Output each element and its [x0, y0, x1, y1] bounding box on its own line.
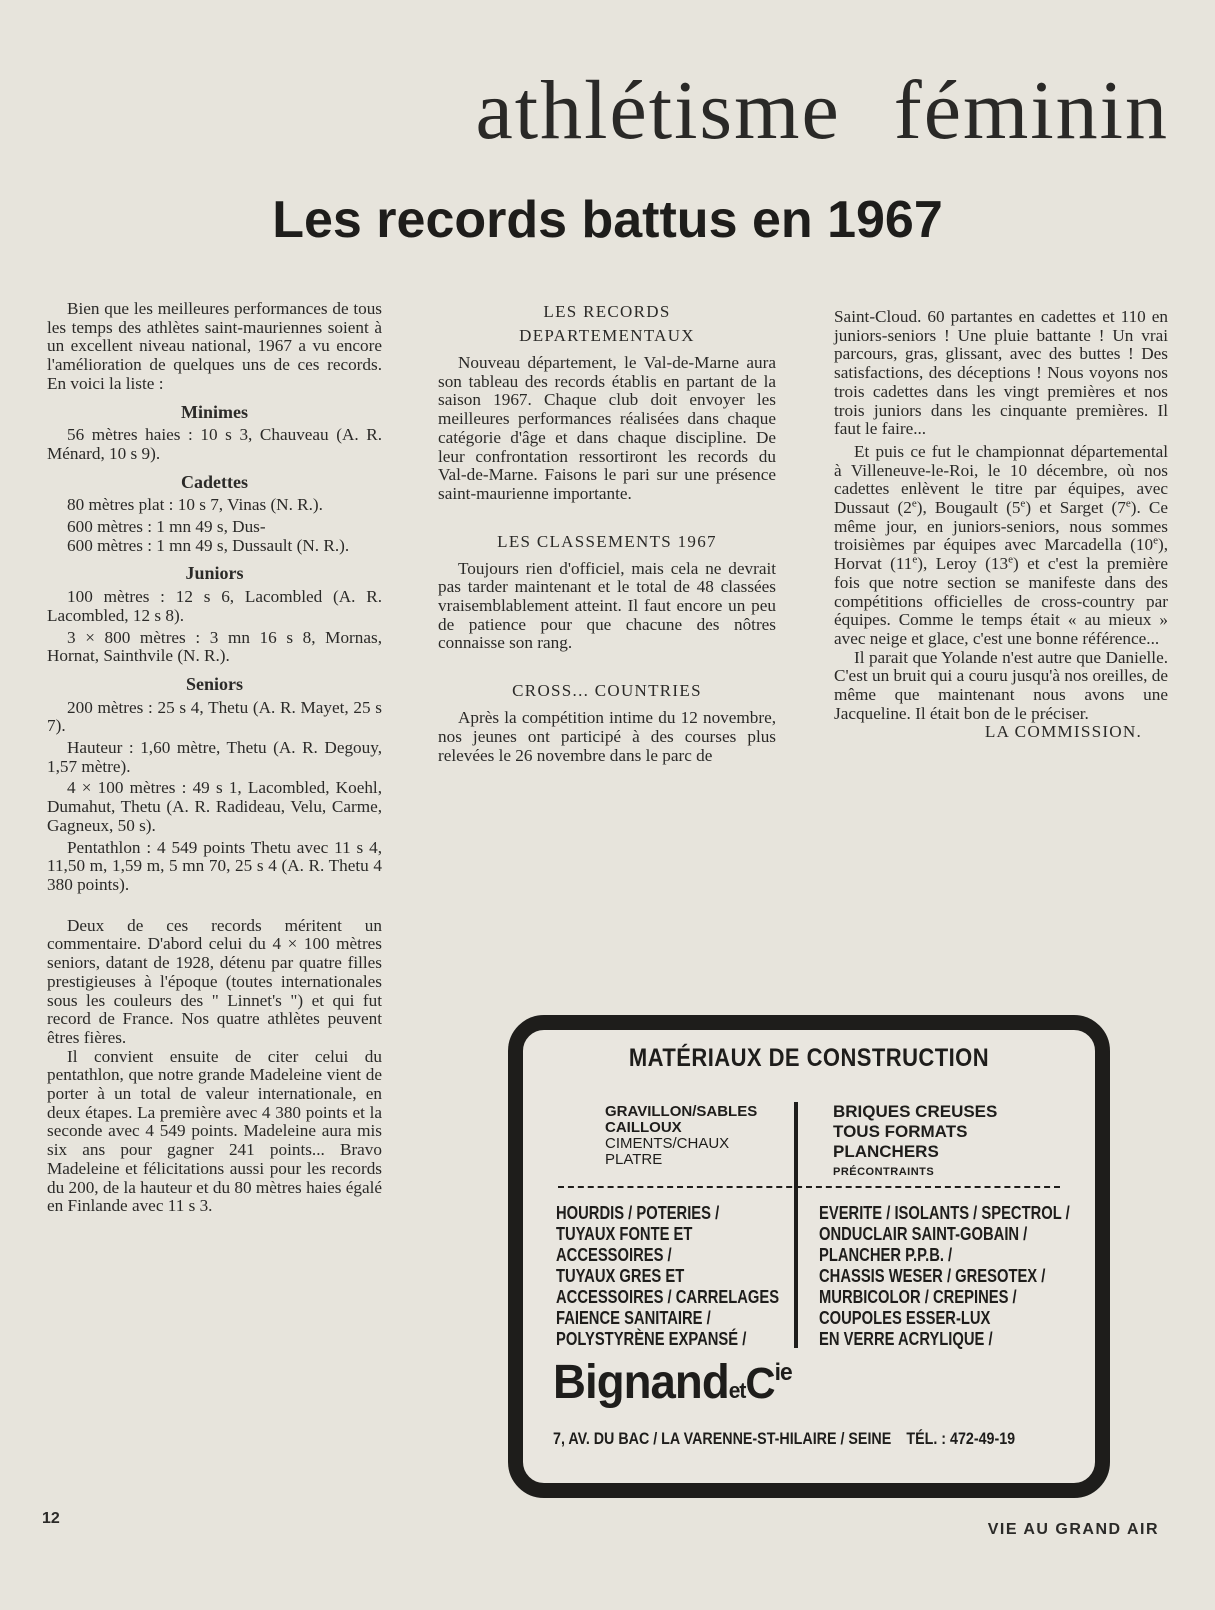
record-line: 4 × 100 mètres : 49 s 1, Lacombled, Koehl, Dumahut, Thetu (A. R. Radideau, Velu, Carme, Gagneux, 50 s).: [47, 778, 382, 835]
brand-logo: BignandetC$^{ie}$: [553, 1356, 792, 1409]
classements-heading: LES CLASSEMENTS 1967: [497, 531, 717, 551]
record-line: 100 mètres : 12 s 6, Lacombled (A. R. Lacombled, 12 s 8).: [47, 587, 382, 625]
ad-address: 7, AV. DU BAC / LA VARENNE-ST-HILAIRE / SEINE TÉL. : 472-49-19: [553, 1429, 1016, 1448]
minimes-heading: Minimes: [181, 401, 248, 422]
classements-paragraph: Toujours rien d'officiel, mais cela ne devrait pas tarder maintenant et le total de 48 classées vraisemblablement atteint. Il faut encore un peu de patience pour que chacune des nôtres connaisse son rang.: [438, 558, 776, 653]
rumour-paragraph: Il parait que Yolande n'est autre que Danielle. C'est un bruit qui a couru jusqu'à nos oreilles, de même que maintenant nous avons une Jacqueline. Il était bon de le préciser.: [834, 647, 1168, 723]
page-number: 12: [42, 1510, 60, 1527]
record-line: 600 mètres : 1 mn 49 s, Dus-: [67, 517, 266, 537]
record-line: Pentathlon : 4 549 points Thetu avec 11 s 4, 11,50 m, 1,59 m, 5 mn 70, 25 s 4 (A. R. Thetu 4 380 points).: [47, 837, 382, 894]
championnat-paragraph: Et puis ce fut le championnat départemental à Villeneuve-le-Roi, le 10 décembre, où nos cadettes enlèvent le titre par équipes, avec Dussaut (2e), Bougault (5e) et Sarget (7e). Ce même jour, en juniors-seniors, nous sommes troisièmes par équipes avec Marcadella (10e), Horvat (11e), Leroy (13e) et c'est la première fois que notre section se manifeste dans des compétitions officielles de cross-country par équipes. Comme le temps était « au mieux » avec neige et glace, c'est une bonne référence...: [834, 441, 1168, 648]
juniors-heading: Juniors: [185, 563, 244, 584]
seniors-heading: Seniors: [185, 673, 243, 694]
signature: LA COMMISSION.: [984, 722, 1142, 742]
cross-paragraph: Après la compétition intime du 12 novembre, nos jeunes ont participé à des courses plus relevées le 26 novembre dans le parc de: [438, 708, 776, 765]
article-headline: Les records battus en 1967: [272, 191, 943, 249]
ad-products-right: EVERITE / ISOLANTS / SPECTROL / ONDUCLAIR SAINT-GOBAIN / PLANCHER P.P.B. / CHASSIS WESER / GRESOTEX / MURBICOLOR / CREPINES / COUPOLES ESSER-LUX EN VERRE ACRYLIQUE /: [819, 1203, 1070, 1349]
record-line: 200 mètres : 25 s 4, Thetu (A. R. Mayet, 25 s 7).: [47, 697, 382, 736]
section-title: athlétisme féminin: [475, 64, 1169, 157]
article-column-2: [438, 300, 776, 765]
records-paragraph: Nouveau département, le Val-de-Marne aura son tableau des records établis en partant de la saison 1967. Chaque club doit envoyer les meilleures performances réalisées dans chaque catégorie d'âge et dans chaque discipline. De leur confrontation ressortiront les records du Val-de-Marne. Faisons le pari sur une présence saint-maurienne importante.: [438, 353, 776, 503]
ad-phone: TÉL. : 472-49-19: [906, 1429, 1016, 1448]
record-line: 3 × 800 mètres : 3 mn 16 s 8, Mornas, Hornat, Sainthvile (N. R.).: [47, 627, 382, 666]
intro-paragraph: Bien que les meilleures performances de tous les temps des athlètes saint-mauriennes soient à un excellent niveau national, 1967 a vu encore l'amélioration de quelques uns de ces records. En voici la liste :: [47, 299, 382, 393]
ad-title: MATÉRIAUX DE CONSTRUCTION: [628, 1044, 990, 1072]
comment-paragraph: Deux de ces records méritent un commentaire. D'abord celui du 4 × 100 mètres seniors, datant de 1928, détenu par quatre filles prestigieuses à l'époque (toutes internationales sous les couleurs des " Linnet's ") et qui fut record de France. Nos quatre athlètes peuvent êtres fières.: [47, 915, 382, 1047]
ad-products-left: HOURDIS / POTERIES / TUYAUX FONTE ET ACCESSOIRES / TUYAUX GRES ET ACCESSOIRES / CARRELAGES FAIENCE SANITAIRE / POLYSTYRÈNE EXPANSÉ /: [556, 1203, 780, 1349]
magazine-name: VIE AU GRAND AIR: [987, 1521, 1159, 1538]
cross-countries-heading: CROSS... COUNTRIES: [512, 681, 702, 701]
ad-materials-list: GRAVILLON/SABLES CAILLOUX CIMENTS/CHAUX PLATRE: [605, 1103, 758, 1168]
article-column-3: [834, 308, 1168, 742]
ad-divider-vertical: [794, 1102, 798, 1348]
cross-continued-paragraph: Saint-Cloud. 60 partantes en cadettes et 110 en juniors-seniors ! Une pluie battante ! Un vrai parcours, gras, glissant, avec des buttes ! Des satisfactions, des déceptions ! Nous voyons nos trois cadettes dans les vingt premières et nos trois juniors dans les cinquante premières. Il faut le faire...: [834, 307, 1168, 439]
article-column-1: [47, 300, 382, 1216]
ad-divider-horizontal: [558, 1186, 1060, 1188]
record-line: 600 mètres : 1 mn 49 s, Dussault (N. R.).: [67, 535, 350, 555]
record-line: Hauteur : 1,60 mètre, Thetu (A. R. Degouy, 1,57 mètre).: [47, 738, 382, 776]
ad-bricks-list: BRIQUES CREUSES TOUS FORMATS PLANCHERS PRÉCONTRAINTS: [833, 1102, 998, 1178]
advertisement: [508, 1015, 1110, 1498]
records-departementaux-heading: [438, 300, 776, 348]
record-line: 56 mètres haies : 10 s 3, Chauveau (A. R. Ménard, 10 s 9).: [47, 425, 382, 463]
pentathlon-paragraph: Il convient ensuite de citer celui du pentathlon, que notre grande Madeleine vient de porter à un total de valeur internationale, en deux étapes. La première avec 4 380 points et la seconde avec 4 549 points. Madeleine aura mis six ans pour gagner 241 points... Bravo Madeleine et félicitations aussi pour les records du 200, de la hauteur et du 80 mètres haies égalé en Finlande avec 11 s 3.: [47, 1046, 382, 1216]
cadettes-heading: Cadettes: [181, 471, 248, 492]
heading-line: DEPARTEMENTAUX: [519, 326, 695, 345]
heading-line: LES RECORDS: [543, 302, 671, 321]
record-line: 80 mètres plat : 10 s 7, Vinas (N. R.).: [67, 495, 323, 515]
